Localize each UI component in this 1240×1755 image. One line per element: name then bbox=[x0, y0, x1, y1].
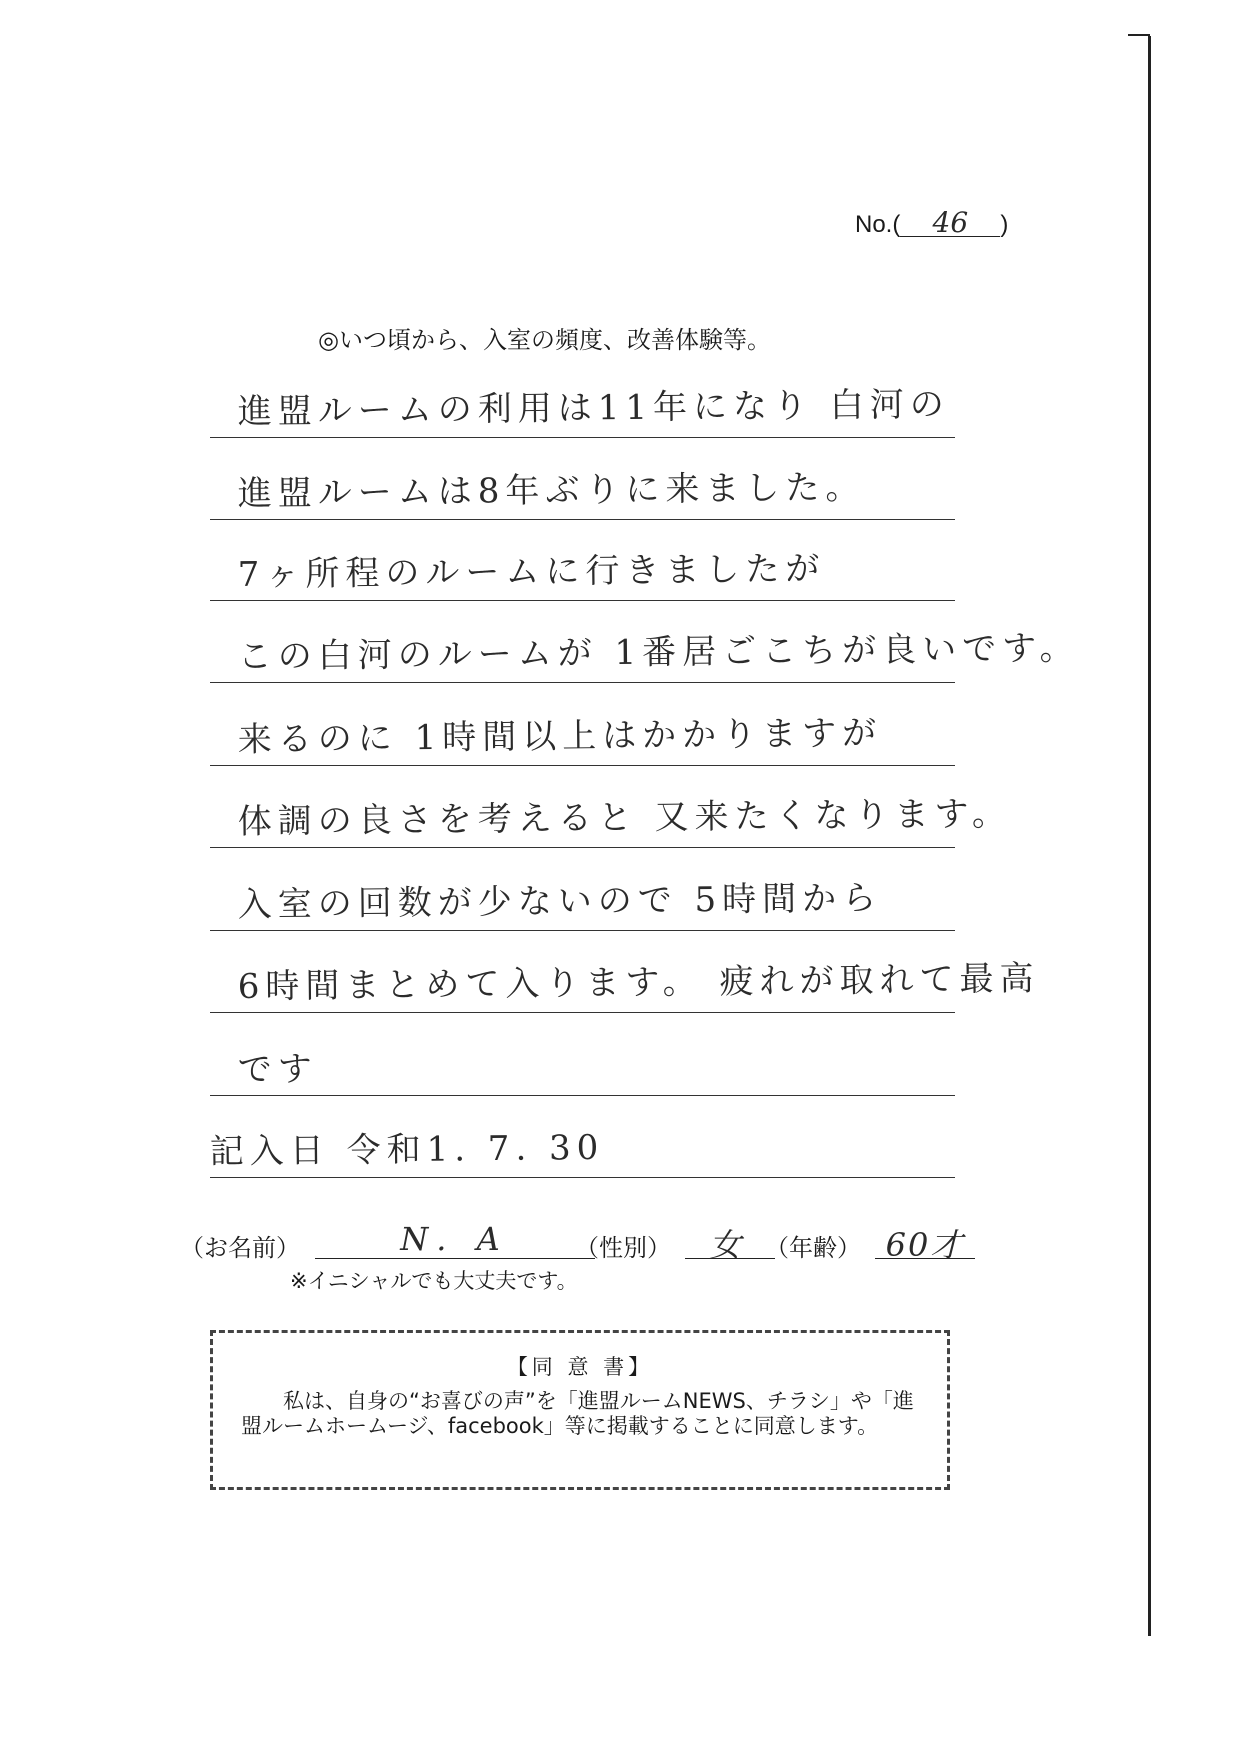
consent-text: 私は、自身の“お喜びの声”を「進盟ルームNEWS、チラシ」や「進盟ルームホームージ、facebook」等に掲載することに同意します。 bbox=[241, 1389, 914, 1438]
name-value: N. A bbox=[315, 1220, 595, 1259]
answer-line-text: 進盟ルームは8年ぶりに来ました。 bbox=[237, 467, 866, 515]
answer-line-8 bbox=[210, 958, 1040, 1013]
answer-line-1 bbox=[210, 385, 955, 438]
consent-title: 【同 意 書】 bbox=[506, 1355, 654, 1379]
answer-line-4 bbox=[210, 628, 1080, 683]
answer-line-text: 来るのに 1時間以上はかかりますが bbox=[237, 713, 883, 761]
question-heading: ◎いつ頃から、入室の頻度、改善体験等。 bbox=[318, 326, 771, 354]
page-edge-line bbox=[1148, 36, 1151, 1636]
name-label: （お名前） bbox=[180, 1234, 300, 1262]
answer-line-7 bbox=[210, 878, 955, 931]
entry-date-line bbox=[210, 1125, 955, 1178]
number-close: ) bbox=[1000, 211, 1009, 238]
answer-line-3 bbox=[210, 548, 955, 601]
consent-box bbox=[210, 1330, 950, 1490]
answer-line-text: 体調の良さを考えると 又来たくなります。 bbox=[237, 793, 1013, 843]
answer-line-text: です bbox=[237, 1049, 318, 1090]
answer-line-text: 進盟ルームの利用は11年になり 白河の bbox=[237, 384, 951, 433]
answer-line-text: 入室の回数が少ないので 5時間から bbox=[237, 878, 883, 926]
page-edge-tick bbox=[1128, 34, 1150, 36]
initial-note: ※イニシャルでも大丈夫です。 bbox=[290, 1269, 578, 1293]
answer-line-9 bbox=[210, 1043, 955, 1096]
answer-line-6 bbox=[210, 793, 1013, 848]
entry-date-text: 記入日 令和1. 7. 30 bbox=[209, 1127, 605, 1172]
answer-line-text: 6時間まとめて入ります。 疲れが取れて最高 bbox=[237, 958, 1040, 1008]
gender-value: 女 bbox=[685, 1220, 775, 1259]
gender-label: （性別） bbox=[575, 1234, 671, 1262]
answer-line-5 bbox=[210, 713, 955, 766]
age-value: 60才 bbox=[875, 1220, 975, 1259]
answer-line-2 bbox=[210, 467, 955, 520]
answer-line-text: 7ヶ所程のルームに行きましたが bbox=[237, 548, 826, 596]
number-label: No.( bbox=[855, 211, 901, 238]
document-number bbox=[855, 206, 1009, 239]
number-value: 46 bbox=[900, 210, 1000, 237]
answer-line-text: この白河のルームが 1番居ごこちが良いです。 bbox=[237, 628, 1080, 678]
age-label: （年齢） bbox=[765, 1234, 861, 1262]
